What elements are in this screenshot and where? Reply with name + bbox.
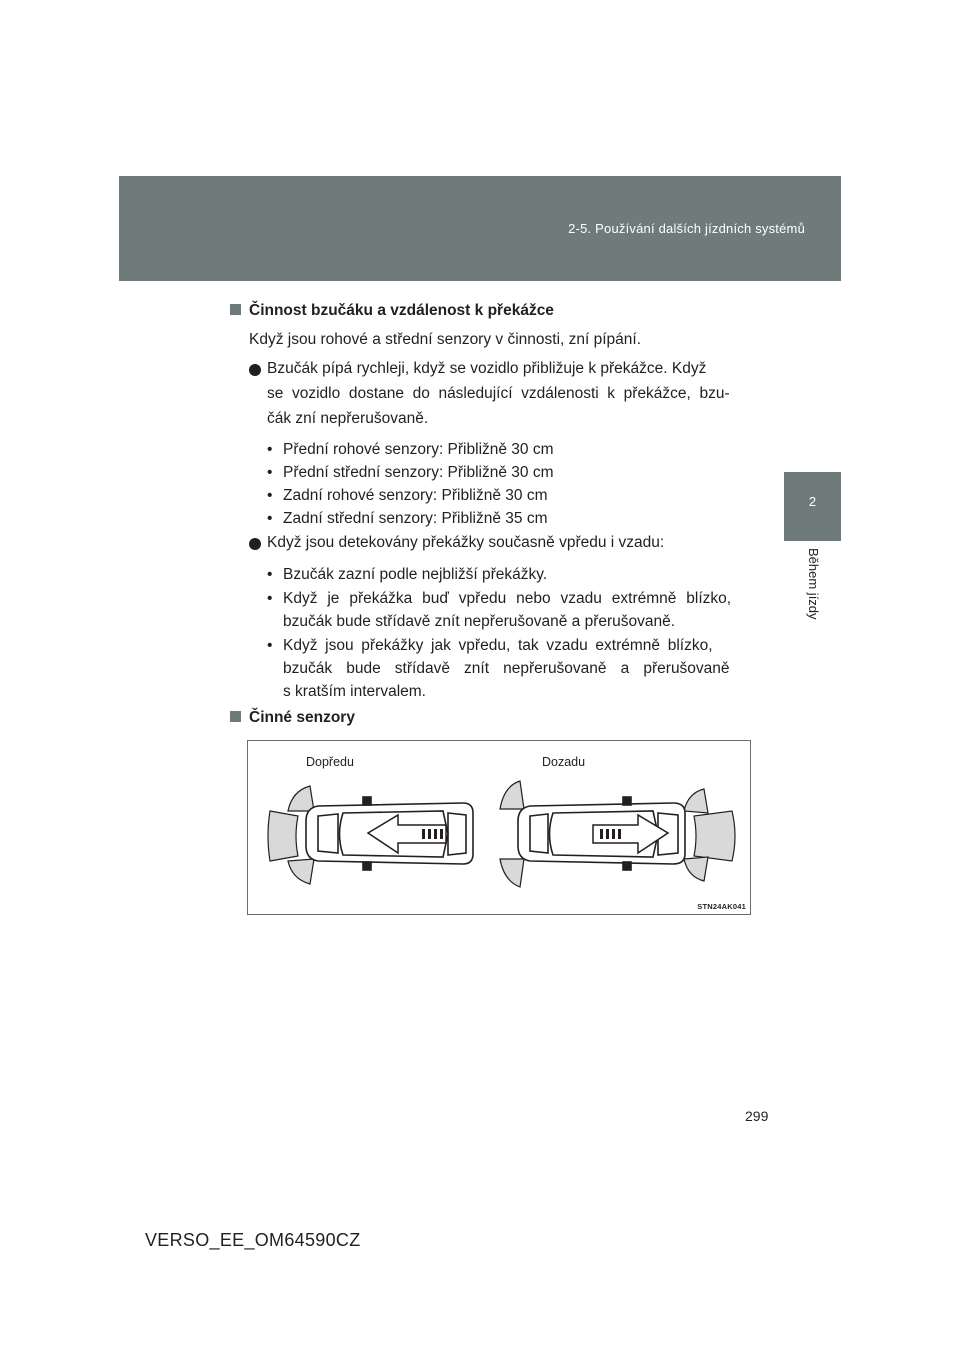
- document-code: VERSO_EE_OM64590CZ: [145, 1230, 361, 1250]
- page-number: 299: [745, 1108, 769, 1124]
- header-band: [119, 176, 841, 281]
- label-forward: Dopředu: [306, 755, 354, 769]
- point2-text: Když jsou detekovány překážky současně vpředu i vzadu:: [267, 534, 665, 551]
- distance-item: • Zadní rohové senzory: Přibližně 30 cm: [283, 487, 547, 505]
- sub-point-cont: bzučák bude střídavě znít nepřerušovaně a přerušovaně.: [283, 613, 676, 630]
- sub-point: • Bzučák zazní podle nejbližší překážky.: [283, 566, 547, 584]
- car-diagram: [248, 741, 750, 914]
- point1-line2: se vozidlo dostane do následující vzdálenosti k překážce, bzu-: [267, 385, 730, 402]
- sub-point-cont: s kratším intervalem.: [283, 683, 426, 700]
- distance-item: • Přední střední senzory: Přibližně 30 cm: [283, 464, 554, 482]
- sub-point: • Když jsou překážky jak vpředu, tak vzadu extrémně blízko,: [283, 637, 713, 655]
- distance-item: • Přední rohové senzory: Přibližně 30 cm: [283, 441, 554, 459]
- chapter-tab: [784, 472, 841, 541]
- figure-code: STN24AK041: [697, 902, 746, 911]
- point1-line3: čák zní nepřerušovaně.: [267, 410, 429, 427]
- chapter-label-text: Během jízdy: [806, 548, 821, 620]
- section-title: 2-5. Používání dalších jízdních systémů: [568, 221, 805, 236]
- chapter-number: 2: [808, 494, 817, 509]
- square-bullet-icon: [230, 711, 241, 722]
- sensor-zone-rear-right: [684, 789, 735, 881]
- section1-heading: Činnost bzučáku a vzdálenost k překážce: [230, 302, 554, 320]
- sub-point: • Když je překážka buď vpředu nebo vzadu extrémně blízko,: [283, 590, 731, 608]
- distance-item: • Zadní střední senzory: Přibližně 35 cm: [283, 510, 547, 528]
- point1-line1: Bzučák pípá rychleji, když se vozidlo přibližuje k překážce. Když: [267, 360, 707, 377]
- chapter-label: [803, 548, 823, 638]
- square-bullet-icon: [230, 304, 241, 315]
- section1-intro: Když jsou rohové a střední senzory v činnosti, zní pípání.: [249, 331, 642, 348]
- round-bullet-icon: [249, 364, 261, 376]
- section2-heading: Činné senzory: [230, 709, 355, 727]
- sensor-figure: [247, 740, 751, 915]
- round-bullet-icon: [249, 538, 261, 550]
- sub-point-cont: bzučák bude střídavě znít nepřerušovaně a přerušovaně: [283, 660, 730, 677]
- label-backward: Dozadu: [542, 755, 586, 769]
